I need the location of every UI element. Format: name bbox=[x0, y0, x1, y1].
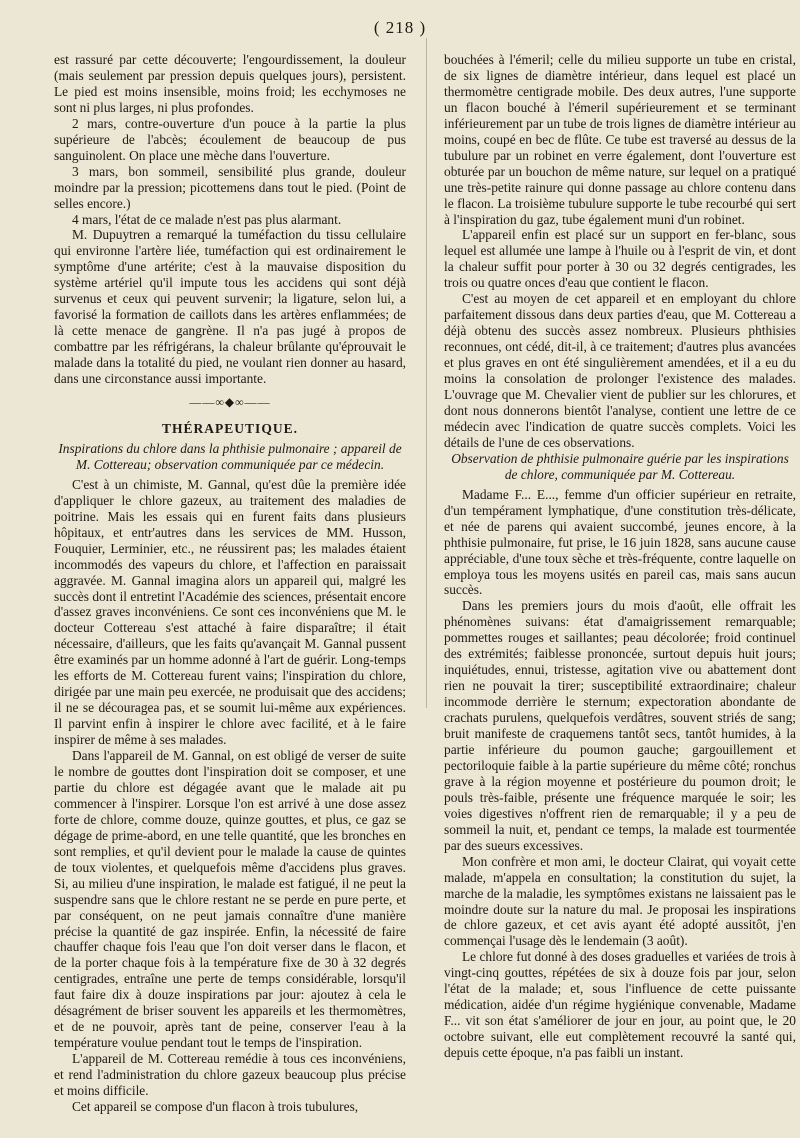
column-divider bbox=[426, 38, 427, 708]
observation-title: Observation de phthisie pulmonaire guérie par les inspirations de chlore, communiquée par M. Cottereau. bbox=[451, 450, 789, 482]
paragraph: Mon confrère et mon ami, le docteur Clairat, qui voyait cette malade, m'appela en consultation; la constitution du sujet, la marche de la maladie, les symptômes existans ne laissaient pas le moindre doute sur la nature du mal. Je proposai les inspirations de chlore gazeux, et cet avis ayant été adopté aussitôt, j'en commençai l'usage dès le lendemain (3 août). bbox=[444, 853, 796, 949]
paragraph: Dans les premiers jours du mois d'août, elle offrait les phénomènes suivans: état d'amaigrissement remarquable; pommettes rouges et saillantes; peau décolorée; froid continuel des extrémités; faiblesse prononcée, surtout depuis huit jours; inquiétudes, ennui, tristesse, agitation vive ou abattement dont rien ne pouvait la tirer; susceptibilité extraordinaire; chaleur incommode derrière le sternum; expectoration abondante de crachats purulens, quelquefois verdâtres, souvent striés de sang; bruit manifeste de craquemens tantôt secs, tantôt humides, à la partie inférieure du poumon gauche; gargouillement et pectoriloquie faible à la partie supérieure du même côté; ronchus grave à la région moyenne et postérieure du poumon droit; le pouls très-faible, présente une fréquence marquée le soir; les voies digestives n'offrent rien de remarquable; il y a peu de sommeil la nuit, et, pendant ce temps, la malade est tourmentée par des sueurs excessives. bbox=[444, 598, 796, 853]
page-number: ( 218 ) bbox=[373, 18, 427, 37]
paragraph: est rassuré par cette découverte; l'engourdissement, la douleur (mais seulement par pression depuis quelques jours), persistent. Le pied est moins insensible, moins froid; les ecchymoses ne sont ni plus larges, ni plus profondes. bbox=[54, 52, 406, 115]
paragraph: 3 mars, bon sommeil, sensibilité plus grande, douleur moindre par la pression; picottemens dans tout le pied. (Point de selles encore.) bbox=[54, 163, 406, 211]
paragraph: 4 mars, l'état de ce malade n'est pas plus alarmant. bbox=[72, 211, 342, 227]
paragraph: bouchées à l'émeril; celle du milieu supporte un tube en cristal, de six lignes de diamètre intérieur, dans lequel est placé un thermomètre centigrade mobile. Des deux autres, l'une supporte un flacon bouché à l'émeril supérieurement et se terminant inférieurement par un tube de trois lignes de diamètre intérieur au moins, coupé en bec de flûte. Ce tube est traversé au dessus de la tubulure par un robinet en verre également, dont l'ouverture est obturée par un bouchon de même nature, sur lequel on a pratiqué une très-petite rainure qui donne passage au chlore contenu dans le flacon. La troisième tubulure supporte le tube recourbé qui sert à l'inspiration du gaz, tube également muni d'un robinet. bbox=[444, 52, 796, 227]
paragraph: L'appareil de M. Cottereau remédie à tous ces inconvéniens, et rend l'administration du chlore gazeux beaucoup plus précise et moins difficile. bbox=[54, 1051, 406, 1099]
paragraph: C'est au moyen de cet appareil et en employant du chlore parfaitement dissous dans deux parties d'eau, que M. Cottereau a déjà obtenu des succès assez nombreux. Plusieurs phthisies reconnues, ont cédé, dit-il, à ce traitement; d'autres plus avancées et plus graves en ont été singulièrement amendées, et il a eu du moins la consolation de prolonger l'existence des malades. L'ouvrage que M. Chevalier vient de publier sur les chlorures, et dont nous donnerons bientôt l'analyse, contient une lettre de ce médecin avec l'indication de quatre succès complets. Voici les détails de l'une de ces observations. bbox=[444, 291, 796, 450]
paragraph: Cet appareil se compose d'un flacon à trois tubulures, bbox=[72, 1099, 359, 1114]
paragraph: C'est à un chimiste, M. Gannal, qu'est dûe la première idée d'appliquer le chlore gazeux, au traitement des maladies de poitrine. Mais les essais qui en furent faits dans plusieurs hôpitaux, et entr'autres dans les services de MM. Husson, Fouquier, Lerminier, etc., ne réussirent pas; les malades étaient incommodés des vapeurs du chlore, et l'affection en paraissait aggravée. M. Gannal imagina alors un appareil qui, malgré les succès dont il entretint l'Académie des sciences, présentait encore d'assez graves inconvéniens. Ce sont ces inconvéniens que M. le docteur Cottereau s'est attaché à faire disparaître; il était nécessaire, d'ailleurs, que les faits qu'avançait M. Gannal pussent être examinés par un homme adonné à l'art de guérir. Long-temps les efforts de M. Cottereau furent vains; l'inspiration du chlore, dirigée par une main peu exercée, ne produisait que des accidens; il ne se découragea pas, et se soumit lui-même aux expériences. Il parvint enfin à inspirer le chlore avec facilité, et à le faire inspirer de même à ses malades. bbox=[54, 476, 406, 748]
paragraph: Dans l'appareil de M. Gannal, on est obligé de verser de suite le nombre de gouttes dont l'inspiration doit se composer, et une partie du chlore est dégagée avant que le malade ait pu commencer à l'inspirer. Lorsque l'on est arrivé à une dose assez forte de chlore, comme douze, quinze gouttes, et plus, ce gaz se dégage de prime-abord, en une telle quantité, que les bronches en sont remplies, et qu'il devient pour le malade la cause de quintes de toux violentes, et quelquefois même d'accidens plus graves. Si, au milieu d'une inspiration, le malade est fatigué, il ne peut la suspendre sans que le chlore restant ne se perde en pure perte, et par conséquent, on ne peut jamais connaître d'une manière précise la quantité de gaz inspirée. Enfin, la nécessité de faire chauffer chaque fois l'eau que l'on doit verser dans le flacon, et de la porter chaque fois à la température fixe de 30 à 32 degrés centigrades, entraîne une perte de temps considérable, lorsqu'il faut faire dix à douze inspirations par jour: ajoutez à cela le désagrément de briser souvent les appareils et les thermomètres, et de ne pouvoir, après tant de peine, conserver l'eau à la température voulue pendant tout le temps de l'inspiration. bbox=[54, 748, 406, 1051]
paragraph: L'appareil enfin est placé sur un support en fer-blanc, sous lequel est allumée une lampe à l'huile ou à l'esprit de vin, et dont la chaleur suffit pour porter à 30 ou 32 degrés centigrades, les trois ou quatre onces d'eau que contient le flacon. bbox=[444, 227, 796, 291]
paragraph: Madame F... E..., femme d'un officier supérieur en retraite, d'un tempérament lymphatique, d'une constitution très-délicate, et née de parens qui avaient succombé, jeunes encore, à la phthisie pulmonaire, fut prise, le 16 juin 1828, sans aucune cause appréciable, d'une toux sèche et très-fréquente, contre laquelle on employa tous les moyens usités en pareil cas, mais sans aucun succès. bbox=[444, 486, 796, 598]
paragraph: 2 mars, contre-ouverture d'un pouce à la partie la plus supérieure de l'abcès; écoulement de beaucoup de pus sanguinolent. On place une mèche dans l'ouverture. bbox=[54, 115, 406, 163]
left-column bbox=[54, 52, 406, 1115]
section-ornament: ——∞◆∞—— bbox=[189, 395, 271, 410]
paragraph: Le chlore fut donné à des doses graduelles et variées de trois à vingt-cinq gouttes, répétées de six à douze fois par jour, selon l'état de la malade; et, sous l'influence de cette puissante médication, aidée d'un régime hygiénique convenable, Madame F... vit son état s'améliorer de jour en jour, au point que, le 20 octobre suivant, elle eut complètement recouvré la santé qui, depuis cette époque, n'a pas faibli un instant. bbox=[444, 949, 796, 1061]
article-title: Inspirations du chlore dans la phthisie pulmonaire ; appareil de M. Cottereau; observation communiquée par ce médecin. bbox=[58, 440, 402, 472]
section-heading: THÉRAPEUTIQUE. bbox=[162, 420, 298, 436]
paragraph: M. Dupuytren a remarqué la tuméfaction du tissu cellulaire qui environne l'artère liée, tuméfaction qui est ordinairement le symptôme d'une artérite; c'est à la mauvaise disposition du système artériel qu'il impute tous les accidens qui sont déjà survenus et ceux qui peuvent survenir; la ligature, selon lui, a favorisé la formation de caillots dans les artères enflammées; de là cette menace de gangrène. Il n'a pas jugé à propos de combattre par les réfrigérans, la chaleur brûlante qu'éprouvait le malade dans la totalité du pied, ne voulant rien donner au hasard, dans une circonstance aussi importante. bbox=[54, 227, 406, 387]
right-column bbox=[444, 52, 796, 1061]
